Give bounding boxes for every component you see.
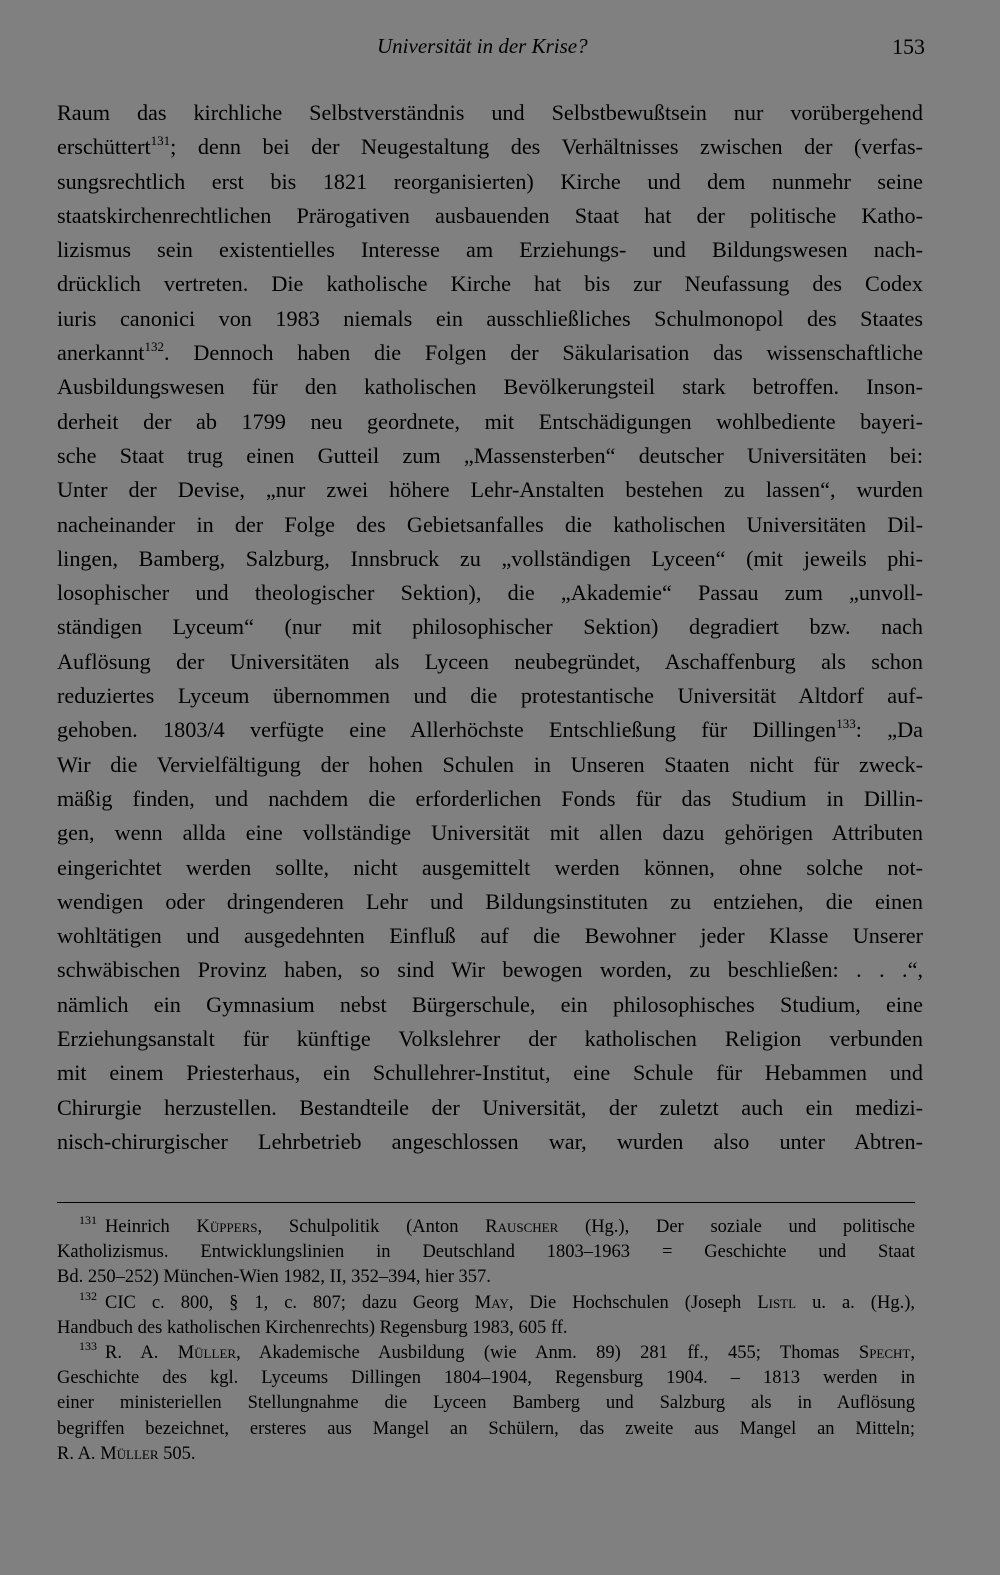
- body-line-text: nämlich ein Gymnasium nebst Bürgerschule, ein philosophisches Studium, eine: [57, 991, 923, 1017]
- body-line-text: lizismus sein existentielles Interesse am Erziehungs- und Bildungswesen nach-: [57, 237, 923, 263]
- body-line-text: . Dennoch haben die Folgen der Säkularisation das wissenschaftliche: [163, 340, 923, 366]
- footnote: [57, 1338, 915, 1467]
- body-line-text: wohltätigen und ausgedehnten Einfluß auf die Bewohner jeder Klasse Unserer: [57, 923, 923, 949]
- footnote-reference: 131: [150, 133, 171, 149]
- author-name: May: [474, 1292, 509, 1313]
- body-line-text: : „Da: [855, 717, 923, 743]
- body-line-text: Chirurgie herzustellen. Bestandteile der Universität, der zuletzt auch ein medizi-: [57, 1094, 923, 1120]
- body-line-text: Ausbildungswesen für den katholischen Bevölkerungsteil stark betroffen. Inson-: [57, 374, 923, 400]
- author-name: Specht: [858, 1342, 911, 1363]
- body-line-text: sche Staat trug einen Gutteil zum „Massensterben“ deutscher Universitäten bei:: [57, 442, 923, 468]
- footnote-divider: [57, 1202, 915, 1203]
- body-line-text: reduziertes Lyceum übernommen und die protestantische Universität Altdorf auf-: [57, 683, 923, 709]
- body-text: [57, 96, 923, 1159]
- body-line: [57, 919, 923, 953]
- footnote: [57, 1288, 915, 1341]
- body-line: [57, 782, 923, 816]
- footnote-text: Bd. 250–252) München-Wien 1982, II, 352–394, hier 357.: [57, 1267, 491, 1288]
- body-line: [57, 130, 923, 164]
- body-line: [57, 679, 923, 713]
- footnote-text: einer ministeriellen Stellungnahme die Lyceen Bamberg und Salzburg als in Auflösung: [57, 1393, 915, 1414]
- body-line: [57, 302, 923, 336]
- author-name: Listl: [757, 1292, 797, 1313]
- footnote-line: [57, 1265, 915, 1290]
- footnote-text: Heinrich: [105, 1217, 197, 1237]
- body-line: [57, 748, 923, 782]
- body-line: [57, 336, 923, 370]
- footnote-text: , Die Hochschulen (Joseph: [508, 1292, 758, 1313]
- body-line: [57, 988, 923, 1022]
- footnote-line: [57, 1366, 915, 1391]
- body-line-text: drücklich vertreten. Die katholische Kirche hat bis zur Neufassung des Codex: [57, 271, 923, 297]
- body-line-text: Raum das kirchliche Selbstverständnis und Selbstbewußtsein nur vorübergehend: [57, 100, 923, 125]
- page-number: 153: [892, 34, 925, 59]
- body-line-text: nacheinander in der Folge des Gebietsanfalles die katholischen Universitäten Dil-: [57, 511, 923, 537]
- body-line-text: ständigen Lyceum“ (nur mit philosophischer Sektion) degradiert bzw. nach: [57, 614, 923, 640]
- body-line-text: nisch-chirurgischer Lehrbetrieb angeschlossen war, wurden also unter Abtren-: [57, 1128, 923, 1154]
- body-line: [57, 851, 923, 885]
- body-line-text: iuris canonici von 1983 niemals ein ausschließliches Schulmonopol des Staates: [57, 305, 923, 331]
- body-line: [57, 542, 923, 576]
- footnote-text: Katholizismus. Entwicklungslinien in Deutschland 1803–1963 = Geschichte und Staat: [57, 1242, 915, 1263]
- body-line: [57, 885, 923, 919]
- body-line: [57, 199, 923, 233]
- body-line-text: losophischer und theologischer Sektion), die „Akademie“ Passau zum „unvoll-: [57, 580, 923, 606]
- footnote-reference: 133: [836, 716, 856, 732]
- body-line-text: staatskirchenrechtlichen Prärogativen ausbauenden Staat hat der politische Katho-: [57, 202, 923, 228]
- footnote-text: u. a. (Hg.),: [796, 1292, 915, 1313]
- author-name: Müller: [100, 1443, 159, 1464]
- footnote-number: 132: [79, 1288, 97, 1303]
- footnote-text: begriffen bezeichnet, ersteres aus Mangel an Schülern, das zweite aus Mangel an Mitteln;: [57, 1418, 915, 1439]
- body-line-text: gen, wenn allda eine vollständige Universität mit allen dazu gehörigen Attributen: [57, 820, 923, 846]
- body-line-text: mit einem Priesterhaus, ein Schullehrer-Institut, eine Schule für Hebammen und: [57, 1060, 923, 1086]
- running-head: [57, 30, 925, 60]
- footnotes: [57, 1215, 915, 1467]
- body-line-text: sungsrechtlich erst bis 1821 reorganisierten) Kirche und dem nunmehr seine: [57, 168, 923, 194]
- body-line: [57, 1022, 923, 1056]
- body-line: [57, 473, 923, 507]
- footnote-text: , Schulpolitik (Anton: [257, 1217, 486, 1237]
- body-line: [57, 233, 923, 267]
- footnote-line: [57, 1240, 915, 1265]
- body-line: [57, 645, 923, 679]
- body-line: [57, 165, 923, 199]
- footnote-line: [57, 1316, 915, 1341]
- body-line-text: gehoben. 1803/4 verfügte eine Allerhöchste Entschließung für Dillingen: [57, 717, 837, 743]
- body-line: [57, 953, 923, 987]
- footnote-number: 131: [79, 1213, 97, 1227]
- body-line-text: Auflösung der Universitäten als Lyceen neubegründet, Aschaffenburg als schon: [57, 648, 923, 674]
- body-line: [57, 1091, 923, 1125]
- author-name: Rauscher: [485, 1217, 559, 1237]
- body-line-text: wendigen oder dringenderen Lehr und Bildungsinstituten zu entziehen, die einen: [57, 888, 923, 914]
- body-line: [57, 405, 923, 439]
- footnote-line: [57, 1442, 915, 1467]
- body-line-text: schwäbischen Provinz haben, so sind Wir bewogen worden, zu beschließen: . . .“,: [57, 957, 923, 983]
- footnote-text: 505.: [158, 1443, 196, 1464]
- footnote-line: [57, 1215, 915, 1240]
- footnote-line: [57, 1391, 915, 1416]
- body-line-text: anerkannt: [57, 340, 145, 366]
- footnote-text: ,: [910, 1342, 915, 1363]
- footnote-text: R. A.: [105, 1342, 178, 1363]
- body-line-text: lingen, Bamberg, Salzburg, Innsbruck zu „vollständigen Lyceen“ (mit jeweils phi-: [57, 545, 923, 571]
- body-line-text: ; denn bei der Neugestaltung des Verhältnisses zwischen der (verfas-: [170, 134, 923, 160]
- body-line-text: mäßig finden, und nachdem die erforderlichen Fonds für das Studium in Dillin-: [57, 785, 923, 811]
- author-name: Küppers: [196, 1217, 258, 1237]
- author-name: Müller: [177, 1342, 237, 1363]
- body-line-text: Wir die Vervielfältigung der hohen Schulen in Unseren Staaten nicht für zweck-: [57, 751, 923, 777]
- footnote-text: Handbuch des katholischen Kirchenrechts) Regensburg 1983, 605 ff.: [57, 1317, 568, 1338]
- body-line: [57, 576, 923, 610]
- body-line-text: Unter der Devise, „nur zwei höhere Lehr-Anstalten bestehen zu lassen“, wurden: [57, 477, 923, 503]
- body-line: [57, 1056, 923, 1090]
- body-line: [57, 816, 923, 850]
- footnote-text: CIC c. 800, § 1, c. 807; dazu Georg: [105, 1292, 475, 1313]
- body-line-text: derheit der ab 1799 neu geordnete, mit Entschädigungen wohlbediente bayeri-: [57, 408, 923, 434]
- footnote: [57, 1215, 915, 1291]
- body-line: [57, 439, 923, 473]
- footnote-text: Geschichte des kgl. Lyceums Dillingen 1804–1904, Regensburg 1904. – 1813 werden in: [57, 1368, 915, 1389]
- footnote-line: [57, 1288, 915, 1316]
- body-line: [57, 96, 923, 130]
- body-line: [57, 370, 923, 404]
- footnote-line: [57, 1338, 915, 1366]
- footnote-number: 133: [79, 1338, 97, 1353]
- body-line-text: eingerichtet werden sollte, nicht ausgemittelt werden können, ohne solche not-: [57, 854, 923, 880]
- body-line: [57, 1125, 923, 1159]
- footnote-text: , Akademische Ausbildung (wie Anm. 89) 281 ff., 455; Thomas: [236, 1342, 859, 1363]
- body-line: [57, 508, 923, 542]
- body-line-text: Erziehungsanstalt für künftige Volkslehrer der katholischen Religion verbunden: [57, 1026, 923, 1052]
- body-line: [57, 610, 923, 644]
- footnote-reference: 132: [144, 339, 164, 355]
- body-line: [57, 713, 923, 747]
- running-title: Universität in der Krise?: [377, 34, 588, 58]
- footnote-text: (Hg.), Der soziale und politische: [558, 1217, 915, 1237]
- body-line-text: erschüttert: [57, 134, 151, 160]
- body-line: [57, 267, 923, 301]
- footnote-line: [57, 1417, 915, 1442]
- footnote-text: R. A.: [57, 1443, 101, 1464]
